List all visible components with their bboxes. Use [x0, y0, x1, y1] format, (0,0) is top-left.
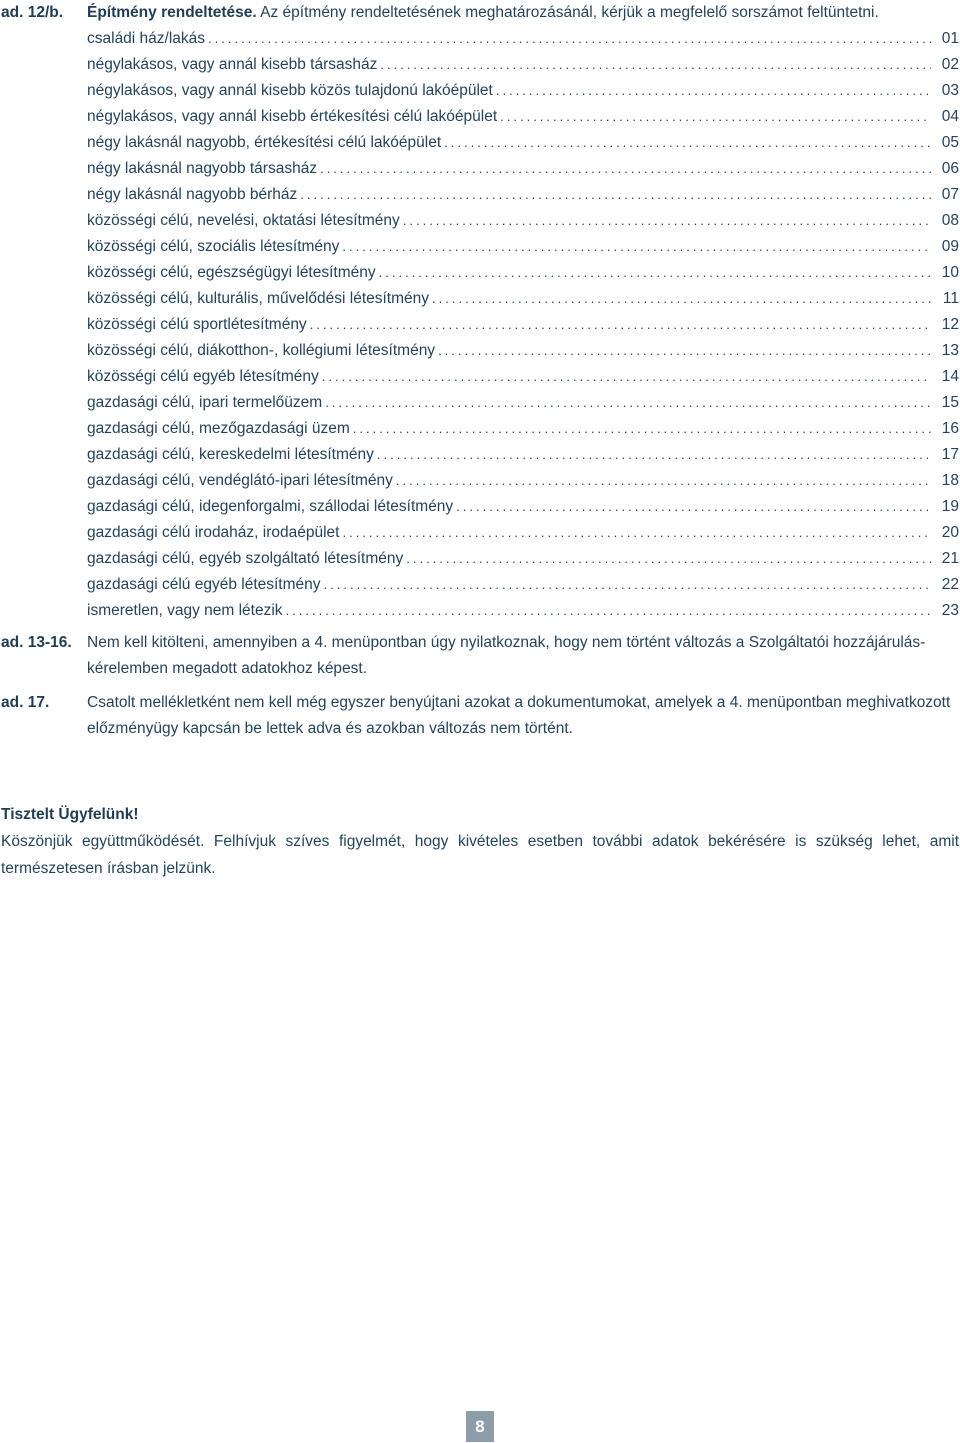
list-item-number: 22 — [941, 576, 959, 593]
list-item-number: 09 — [941, 238, 959, 255]
section-17-body — [87, 690, 959, 742]
section-12b-label: ad. 12/b. — [1, 4, 64, 21]
greeting-block — [1, 802, 959, 882]
dot-leader — [456, 494, 931, 520]
list-item-label: gazdasági célú, vendéglátó-ipari létesítmény — [87, 472, 393, 489]
section-17-label: ad. 17. — [1, 694, 50, 711]
list-item — [87, 78, 959, 104]
dot-leader — [342, 234, 931, 260]
list-item — [87, 416, 959, 442]
list-item-number: 12 — [941, 316, 959, 333]
dot-leader — [432, 286, 931, 312]
list-item-label: közösségi célú, szociális létesítmény — [87, 238, 340, 255]
list-item — [87, 520, 959, 546]
list-item-label: közösségi célú egyéb létesítmény — [87, 368, 319, 385]
list-item — [87, 260, 959, 286]
list-item-number: 05 — [941, 134, 959, 151]
list-item-label: gazdasági célú, egyéb szolgáltató létesítmény — [87, 550, 404, 567]
list-item-number: 03 — [941, 82, 959, 99]
list-item — [87, 364, 959, 390]
section-17-text: Csatolt mellékletként nem kell még egyszer benyújtani azokat a dokumentumokat, amelyek a 4. menüpontban meghivatkozott előzményügy kapcsán be lettek adva és azokban változás nem történt. — [87, 694, 951, 737]
list-item — [87, 156, 959, 182]
dot-leader — [342, 520, 931, 546]
dot-leader — [310, 312, 931, 338]
list-item — [87, 442, 959, 468]
list-item — [87, 234, 959, 260]
dot-leader — [438, 338, 931, 364]
list-item — [87, 494, 959, 520]
dot-leader — [379, 260, 931, 286]
list-item-number: 07 — [941, 186, 959, 203]
dot-leader — [444, 130, 931, 156]
list-item-number: 10 — [941, 264, 959, 281]
list-item-label: közösségi célú, kulturális, művelődési létesítmény — [87, 290, 430, 307]
list-item-number: 14 — [941, 368, 959, 385]
list-item-number: 17 — [941, 446, 959, 463]
list-item — [87, 468, 959, 494]
dot-leader — [500, 104, 931, 130]
section-12b-heading-line — [87, 0, 959, 26]
list-item — [87, 208, 959, 234]
list-item-label: négy lakásnál nagyobb, értékesítési célú lakóépület — [87, 134, 442, 151]
section-13-16-text: Nem kell kitölteni, amennyiben a 4. menüpontban úgy nyilatkoznak, hogy nem történt változás a Szolgáltatói hozzájárulás-kérelemben megadott adatokhoz képest. — [87, 634, 926, 677]
list-item-number: 19 — [941, 498, 959, 515]
list-item-label: négy lakásnál nagyobb társasház — [87, 160, 318, 177]
list-item — [87, 52, 959, 78]
list-item — [87, 130, 959, 156]
section-12b — [0, 0, 960, 625]
section-13-16-label: ad. 13-16. — [1, 634, 72, 651]
dot-leader — [325, 390, 931, 416]
section-13-16-body — [87, 630, 959, 682]
dot-leader — [208, 26, 931, 52]
dot-leader — [286, 598, 931, 624]
list-item — [87, 312, 959, 338]
list-item-label: négy lakásnál nagyobb bérház — [87, 186, 298, 203]
greeting-title: Tisztelt Ügyfelünk! — [1, 806, 139, 823]
building-purpose-list — [87, 26, 959, 624]
list-item-label: gazdasági célú, kereskedelmi létesítmény — [87, 446, 374, 463]
dot-leader — [380, 52, 931, 78]
list-item — [87, 286, 959, 312]
list-item — [87, 546, 959, 572]
list-item-number: 02 — [941, 56, 959, 73]
dot-leader — [377, 442, 931, 468]
list-item-number: 23 — [941, 602, 959, 619]
list-item-number: 01 — [941, 30, 959, 47]
list-item-number: 15 — [941, 394, 959, 411]
dot-leader — [353, 416, 931, 442]
section-12b-heading: Építmény rendeltetése. — [87, 4, 257, 21]
list-item-number: 08 — [941, 212, 959, 229]
list-item-number: 04 — [941, 108, 959, 125]
list-item-label: gazdasági célú egyéb létesítmény — [87, 576, 321, 593]
list-item-label: gazdasági célú, ipari termelőüzem — [87, 394, 323, 411]
list-item-label: gazdasági célú irodaház, irodaépület — [87, 524, 340, 541]
list-item-label: közösségi célú, egészségügyi létesítmény — [87, 264, 376, 281]
list-item-label: családi ház/lakás — [87, 30, 206, 47]
list-item-number: 20 — [941, 524, 959, 541]
list-item-number: 16 — [941, 420, 959, 437]
dot-leader — [496, 78, 931, 104]
page-number: 8 — [466, 1411, 494, 1442]
dot-leader — [324, 572, 931, 598]
list-item — [87, 104, 959, 130]
list-item-label: ismeretlen, vagy nem létezik — [87, 602, 283, 619]
list-item-label: négylakásos, vagy annál kisebb társasház — [87, 56, 378, 73]
dot-leader — [396, 468, 931, 494]
list-item — [87, 598, 959, 624]
list-item-number: 11 — [942, 290, 959, 307]
greeting-text: Köszönjük együttműködését. Felhívjuk szíves figyelmét, hogy kivételes esetben további adatok bekérésére is szükség lehet, amit természetesen írásban jelzünk. — [1, 833, 959, 877]
list-item-label: négylakásos, vagy annál kisebb közös tulajdonú lakóépület — [87, 82, 493, 99]
list-item-label: gazdasági célú, idegenforgalmi, szállodai létesítmény — [87, 498, 454, 515]
list-item — [87, 26, 959, 52]
list-item-number: 13 — [941, 342, 959, 359]
list-item-label: négylakásos, vagy annál kisebb értékesítési célú lakóépület — [87, 108, 498, 125]
section-12b-body — [87, 0, 959, 624]
list-item-number: 06 — [941, 160, 959, 177]
dot-leader — [300, 182, 931, 208]
dot-leader — [320, 156, 931, 182]
list-item-number: 18 — [941, 472, 959, 489]
list-item — [87, 572, 959, 598]
list-item-label: közösségi célú sportlétesítmény — [87, 316, 307, 333]
dot-leader — [403, 208, 931, 234]
list-item — [87, 338, 959, 364]
list-item-label: közösségi célú, diákotthon-, kollégiumi létesítmény — [87, 342, 436, 359]
list-item-label: közösségi célú, nevelési, oktatási létesítmény — [87, 212, 400, 229]
dot-leader — [406, 546, 931, 572]
list-item — [87, 390, 959, 416]
dot-leader — [322, 364, 931, 390]
list-item-number: 21 — [941, 550, 959, 567]
list-item-label: gazdasági célú, mezőgazdasági üzem — [87, 420, 350, 437]
section-12b-intro: Az építmény rendeltetésének meghatározásánál, kérjük a megfelelő sorszámot feltüntetni. — [260, 4, 879, 21]
list-item — [87, 182, 959, 208]
